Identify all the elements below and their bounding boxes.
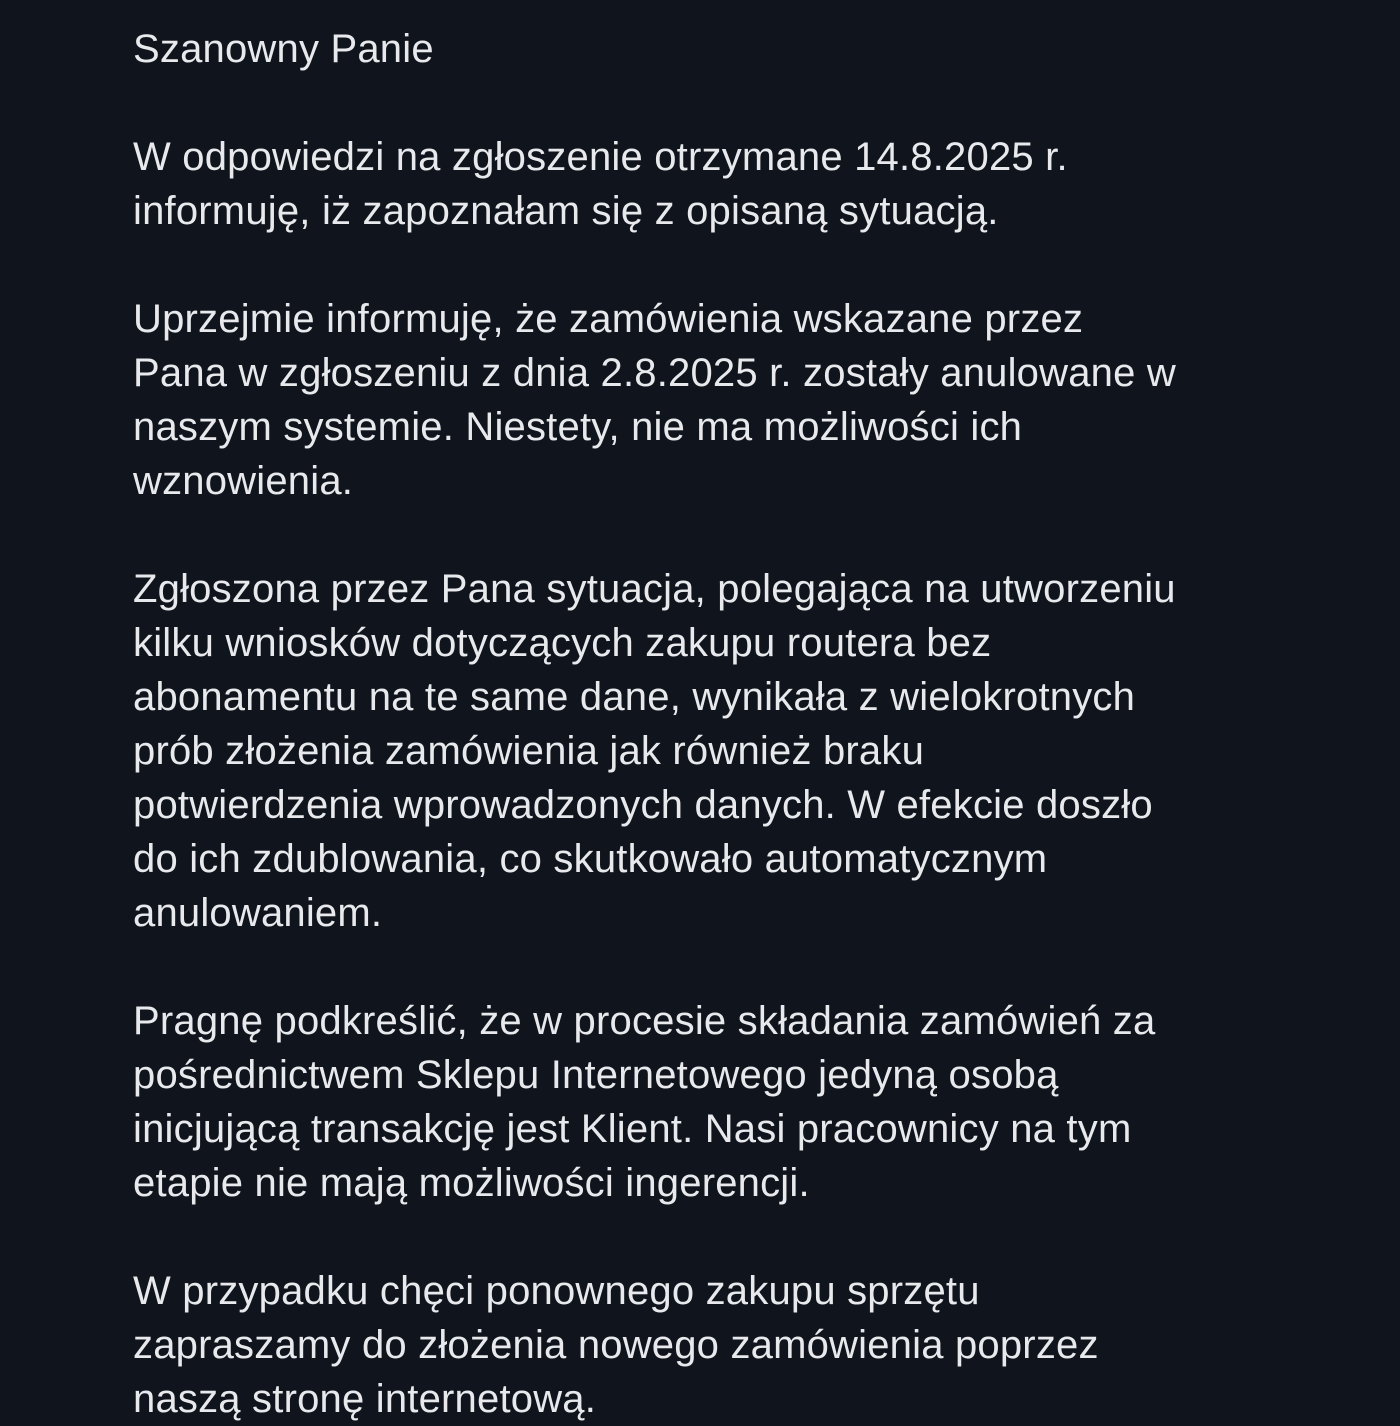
text-line: do ich zdublowania, co skutkowało automatycznym — [133, 837, 1048, 881]
text-line: inicjującą transakcję jest Klient. Nasi pracownicy na tym — [133, 1107, 1132, 1151]
text-line: naszą stronę internetową. — [133, 1377, 597, 1421]
text-line: anulowaniem. — [133, 891, 383, 935]
paragraph — [133, 22, 1290, 76]
text-line: wznowienia. — [133, 459, 354, 503]
text-line: W przypadku chęci ponownego zakupu sprzętu — [133, 1269, 980, 1313]
text-line: Szanowny Panie — [133, 27, 434, 71]
text-line: Pana w zgłoszeniu z dnia 2.8.2025 r. zostały anulowane w — [133, 351, 1176, 395]
text-line: prób złożenia zamówienia jak również braku — [133, 729, 925, 773]
paragraph — [133, 994, 1290, 1210]
paragraph — [133, 292, 1290, 508]
text-line: Zgłoszona przez Pana sytuacja, polegająca na utworzeniu — [133, 567, 1176, 611]
text-line: W odpowiedzi na zgłoszenie otrzymane 14.8.2025 r. — [133, 135, 1068, 179]
paragraph — [133, 562, 1290, 940]
text-line: informuję, iż zapoznałam się z opisaną sytuacją. — [133, 189, 999, 233]
text-line: zapraszamy do złożenia nowego zamówienia poprzez — [133, 1323, 1099, 1367]
text-line: abonamentu na te same dane, wynikała z wielokrotnych — [133, 675, 1136, 719]
paragraph — [133, 130, 1290, 238]
paragraph — [133, 1264, 1290, 1426]
text-line: Uprzejmie informuję, że zamówienia wskazane przez — [133, 297, 1084, 341]
text-line: etapie nie mają możliwości ingerencji. — [133, 1161, 810, 1205]
text-line: Pragnę podkreślić, że w procesie składania zamówień za — [133, 999, 1156, 1043]
text-line: naszym systemie. Niestety, nie ma możliwości ich — [133, 405, 1023, 449]
text-line: pośrednictwem Sklepu Internetowego jedyną osobą — [133, 1053, 1059, 1097]
text-line: potwierdzenia wprowadzonych danych. W efekcie doszło — [133, 783, 1153, 827]
text-line: kilku wniosków dotyczących zakupu routera bez — [133, 621, 992, 665]
